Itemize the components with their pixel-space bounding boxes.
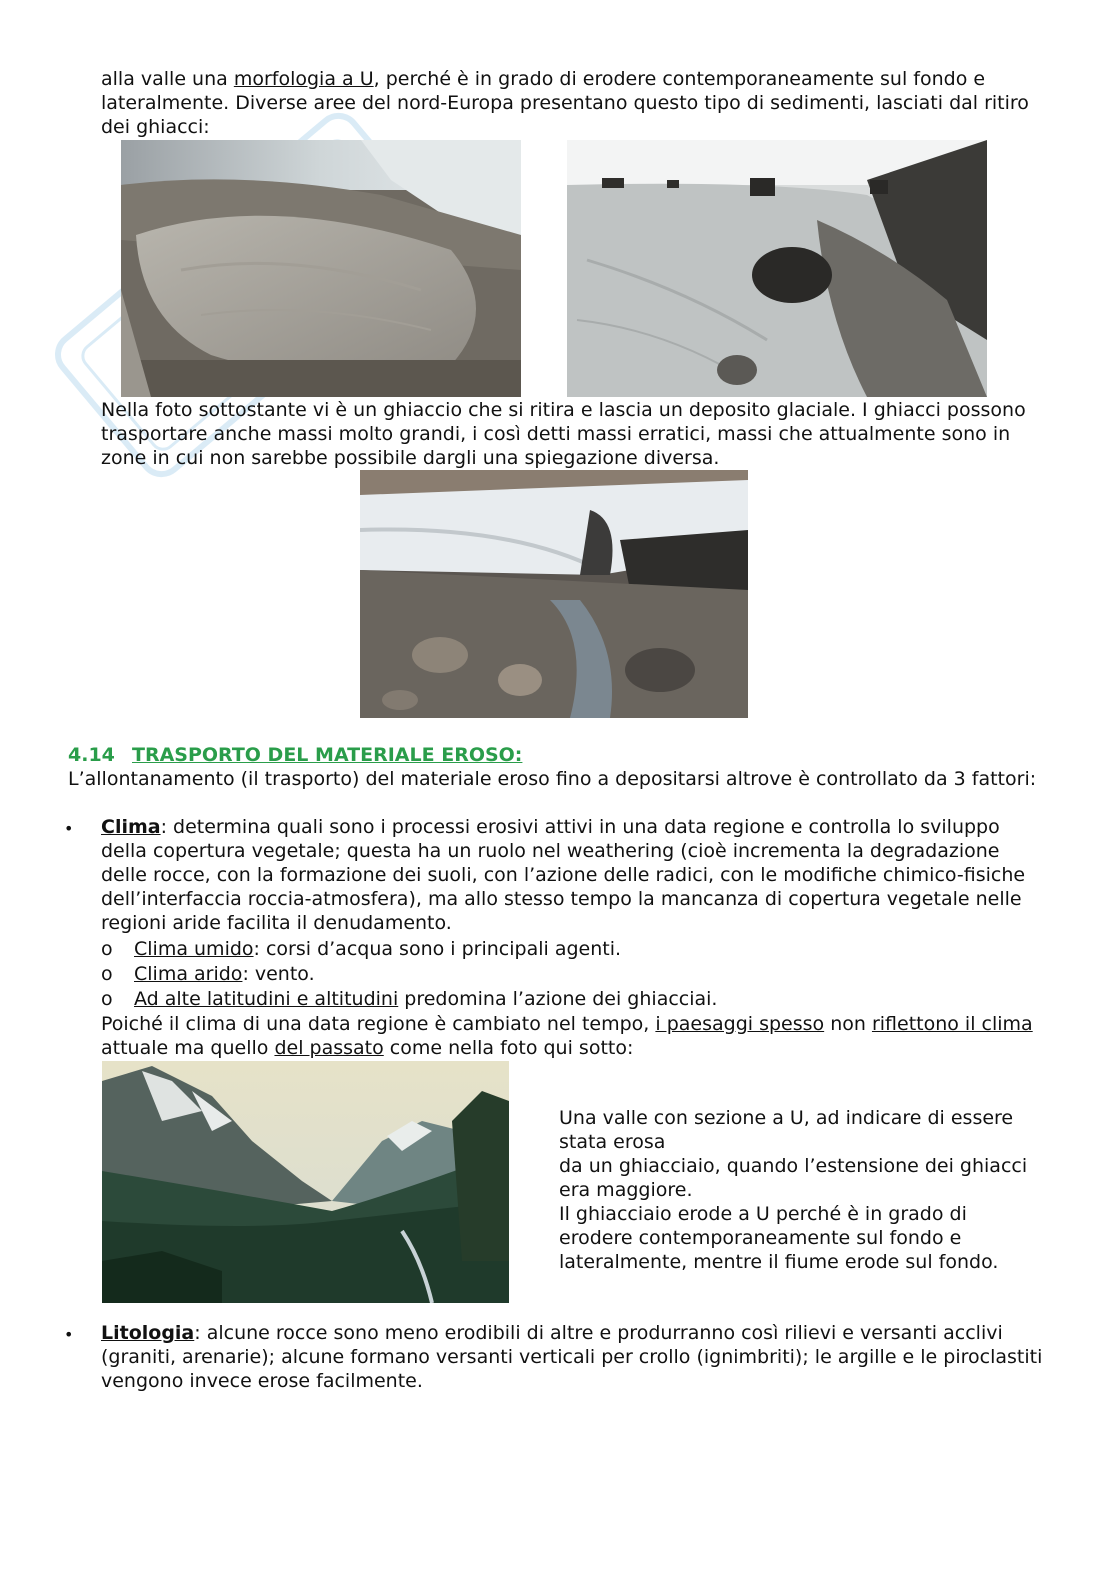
section-number: 4.14 <box>68 744 115 766</box>
bullet-clima: • <box>64 819 74 838</box>
litologia-term: Litologia <box>101 1322 195 1344</box>
clima-paragraph: Clima: determina quali sono i processi erosivi attivi in una data regione e controlla lo sviluppo della copertura vegetale; questa ha un ruolo nel weathering (cioè incrementa la degradazione delle rocce, con la formazione dei suoli, con l’azione delle radici, con le modifiche chimico-fisiche dell’interfaccia roccia-atmosfera), ma allo stesso tempo la mancanza di copertura vegetale nelle regioni aride facilita il denudamento. <box>101 816 1026 934</box>
bullet-litologia: • <box>64 1325 74 1344</box>
clima-term: Clima <box>101 816 161 838</box>
photo-glacial-deposit <box>360 470 748 718</box>
sub-item-alte-latitudini: Ad alte latitudini e altitudini predomina l’azione dei ghiacciai. <box>134 988 718 1010</box>
photo-u-valley <box>102 1061 509 1303</box>
clima-after-paragraph: Poiché il clima di una data regione è cambiato nel tempo, i paesaggi spesso non riflettono il clima attuale ma quello del passato come nella foto qui sotto: <box>101 1013 1033 1059</box>
sub-bullet-2: o <box>101 963 113 985</box>
litologia-paragraph: Litologia: alcune rocce sono meno erodibili di altre e produrranno così rilievi e versanti acclivi (graniti, arenarie); alcune formano versanti verticali per crollo (ignimbriti); le argille e le piroclastiti vengono invece erose facilmente. <box>101 1322 1043 1392</box>
glacier-paragraph: Nella foto sottostante vi è un ghiaccio che si ritira e lascia un deposito glaciale. I ghiacci possono trasportare anche massi molto grandi, i così detti massi erratici, massi che attualmente sono in zone in cui non sarebbe possibile dargli una spiegazione diversa. <box>101 399 1026 469</box>
sub-bullet-1: o <box>101 938 113 960</box>
sub-item-clima-umido: Clima umido: corsi d’acqua sono i principali agenti. <box>134 938 622 960</box>
section-title: TRASPORTO DEL MATERIALE EROSO: <box>132 744 523 766</box>
intro-paragraph: alla valle una morfologia a U, perché è in grado di erodere contemporaneamente sul fondo e lateralmente. Diverse aree del nord-Europa presentano questo tipo di sedimenti, lasciati dal ritiro dei ghiacci: <box>101 68 1029 138</box>
section-heading <box>68 743 522 767</box>
sub-bullet-3: o <box>101 988 113 1010</box>
sub-item-clima-arido: Clima arido: vento. <box>134 963 315 985</box>
photo-polished-rock <box>121 140 521 397</box>
valley-caption: Una valle con sezione a U, ad indicare di essere stata erosa da un ghiacciaio, quando l’estensione dei ghiacci era maggiore. Il ghiacciaio erode a U perché è in grado di erodere contemporaneamente sul fondo e lateralmente, mentre il fiume erode sul fondo. <box>559 1107 1028 1273</box>
photo-erratic-boulders <box>567 140 987 397</box>
morfologia-link: morfologia a U <box>233 68 374 90</box>
section-intro: L’allontanamento (il trasporto) del materiale eroso fino a depositarsi altrove è controllato da 3 fattori: <box>68 768 1037 790</box>
